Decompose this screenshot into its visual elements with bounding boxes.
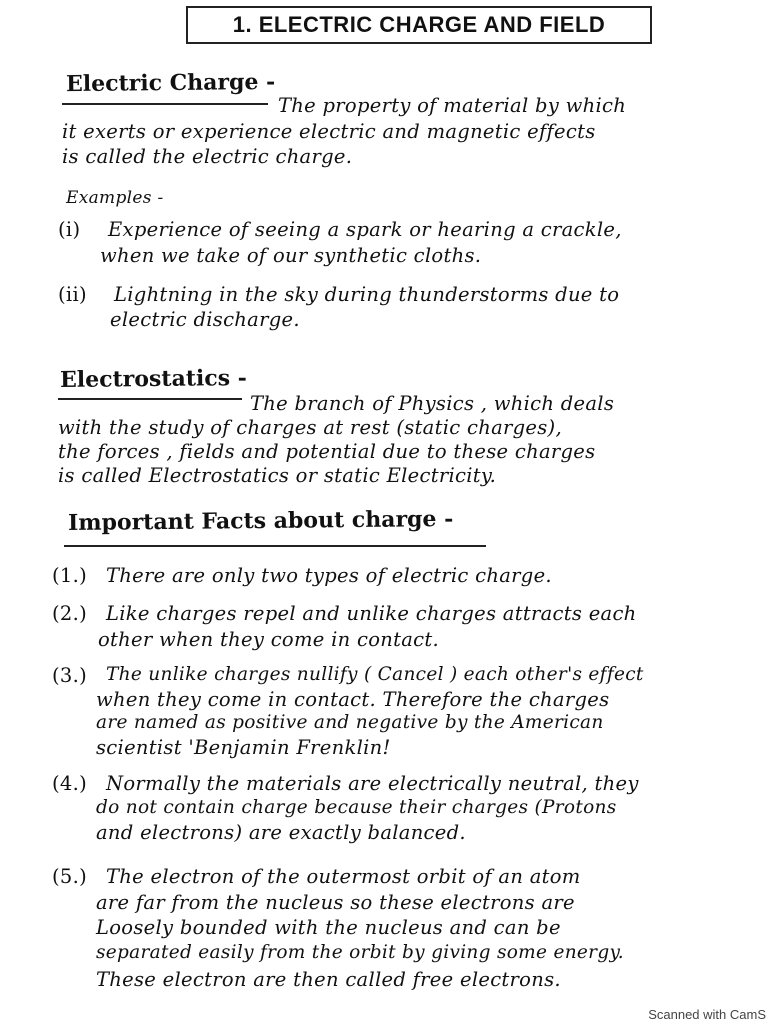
text-line: with the study of charges at rest (static charges), [58, 416, 562, 439]
list-item-text: separated easily from the orbit by giving some energy. [96, 942, 624, 963]
list-item-text: Normally the materials are electrically neutral, they [106, 772, 639, 795]
heading-underline [64, 545, 486, 547]
list-item-text: scientist 'Benjamin Frenklin! [96, 736, 391, 759]
examples-label: Examples - [66, 188, 164, 208]
text-line: the forces , fields and potential due to these charges [58, 440, 596, 463]
list-item-text: do not contain charge because their charges (Protons [96, 797, 617, 818]
list-marker: (1.) [52, 564, 88, 587]
list-item-text: The electron of the outermost orbit of an atom [106, 865, 581, 888]
list-marker: (4.) [52, 772, 88, 795]
heading-electric-charge: Electric Charge - [65, 68, 276, 98]
text-line: is called the electric charge. [62, 145, 353, 168]
heading-underline [58, 398, 242, 400]
list-item-text: when we take of our synthetic cloths. [100, 244, 482, 267]
list-marker: (2.) [52, 602, 88, 625]
text-line: The branch of Physics , which deals [250, 392, 615, 415]
list-marker: (3.) [52, 664, 88, 687]
scanner-watermark: Scanned with CamS [648, 1007, 766, 1022]
heading-underline [62, 103, 268, 105]
list-item-text: electric discharge. [110, 308, 300, 331]
list-item-text: and electrons) are exactly balanced. [96, 821, 466, 844]
list-item-text: Experience of seeing a spark or hearing a crackle, [108, 218, 622, 241]
list-item-text: are named as positive and negative by the American [96, 712, 604, 733]
page-title: 1. ELECTRIC CHARGE AND FIELD [186, 6, 652, 44]
list-item-text: other when they come in contact. [98, 628, 440, 651]
list-item-text: Lightning in the sky during thunderstorms due to [114, 283, 620, 306]
list-marker: (5.) [52, 865, 88, 888]
list-item-text: Loosely bounded with the nucleus and can be [96, 916, 561, 939]
list-item-text: are far from the nucleus so these electrons are [96, 891, 575, 914]
list-item-text: There are only two types of electric charge. [106, 564, 552, 587]
list-item-text: The unlike charges nullify ( Cancel ) each other's effect [106, 664, 644, 685]
text-line: is called Electrostatics or static Electricity. [58, 464, 497, 487]
text-line: The property of material by which [278, 94, 627, 117]
list-item-text: Like charges repel and unlike charges attracts each [106, 602, 637, 625]
list-item-text: when they come in contact. Therefore the charges [96, 688, 610, 711]
heading-electrostatics: Electrostatics - [59, 365, 247, 393]
text-line: it exerts or experience electric and magnetic effects [62, 120, 596, 143]
list-item-text: These electron are then called free electrons. [96, 968, 561, 991]
list-marker: (i) [58, 218, 81, 241]
heading-important-facts: Important Facts about charge - [67, 505, 454, 537]
list-marker: (ii) [58, 283, 87, 306]
